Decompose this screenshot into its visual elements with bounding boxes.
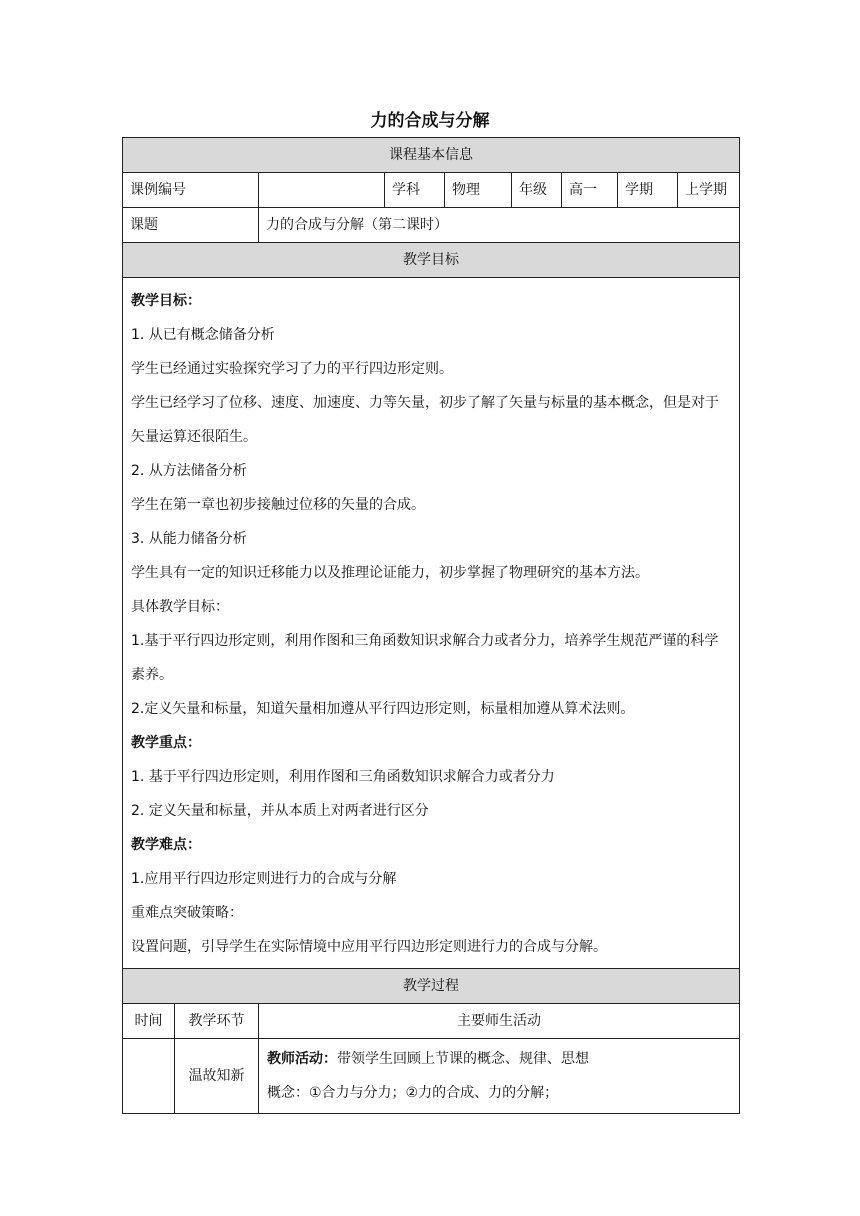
objective-line xyxy=(131,828,731,862)
objective-line xyxy=(131,760,731,794)
teacher-activity-text: 带领学生回顾上节课的概念、规律、思想 xyxy=(337,1051,589,1067)
objective-line-text: 1. 基于平行四边形定则，利用作图和三角函数知识求解合力或者分力 xyxy=(131,769,555,785)
process-row-stage: 温故知新 xyxy=(175,1039,259,1114)
objective-line-text: 2. 定义矢量和标量，并从本质上对两者进行区分 xyxy=(131,803,429,819)
objective-line xyxy=(131,454,731,488)
objective-line-text: 1.应用平行四边形定则进行力的合成与分解 xyxy=(131,871,397,887)
objective-line xyxy=(131,794,731,828)
term-value: 上学期 xyxy=(678,173,740,208)
objective-line-text: 学生已经学习了位移、速度、加速度、力等矢量，初步了解了矢量与标量的基本概念，但是对于矢量运算还很陌生。 xyxy=(131,395,719,445)
objectives-content xyxy=(123,278,740,969)
topic-value: 力的合成与分解（第二课时） xyxy=(259,208,740,243)
objective-line-text: 学生已经通过实验探究学习了力的平行四边形定则。 xyxy=(131,361,453,377)
objective-line-text: 3. 从能力储备分析 xyxy=(131,531,247,547)
subject-label: 学科 xyxy=(385,173,445,208)
objective-line-text: 重难点突破策略： xyxy=(131,905,243,921)
objective-line xyxy=(131,624,731,692)
teacher-activity xyxy=(267,1042,731,1076)
objective-line-text: 1. 从已有概念储备分析 xyxy=(131,327,275,343)
objectives-header: 教学目标 xyxy=(123,243,740,278)
grade-label: 年级 xyxy=(512,173,562,208)
objective-line xyxy=(131,556,731,590)
course-id-value xyxy=(259,173,385,208)
grade-value: 高一 xyxy=(562,173,618,208)
objective-line-heading: 教学目标： xyxy=(131,293,201,309)
objective-line-heading: 教学难点： xyxy=(131,837,201,853)
objective-line-heading: 教学重点： xyxy=(131,735,201,751)
teacher-activity-label: 教师活动： xyxy=(267,1051,337,1067)
objective-line xyxy=(131,488,731,522)
course-id-label: 课例编号 xyxy=(123,173,259,208)
objectives-lines xyxy=(131,284,731,964)
objective-line xyxy=(131,862,731,896)
term-label: 学期 xyxy=(618,173,678,208)
objective-line xyxy=(131,284,731,318)
col-activity-header: 主要师生活动 xyxy=(259,1004,740,1039)
col-time-header: 时间 xyxy=(123,1004,175,1039)
objective-line-text: 设置问题，引导学生在实际情境中应用平行四边形定则进行力的合成与分解。 xyxy=(131,939,607,955)
col-stage-header: 教学环节 xyxy=(175,1004,259,1039)
objective-line-text: 具体教学目标： xyxy=(131,599,229,615)
objective-line xyxy=(131,896,731,930)
objective-line xyxy=(131,318,731,352)
objective-line-text: 学生在第一章也初步接触过位移的矢量的合成。 xyxy=(131,497,425,513)
objective-line xyxy=(131,726,731,760)
subject-value: 物理 xyxy=(445,173,512,208)
concept-line: 概念：①合力与分力；②力的合成、力的分解； xyxy=(267,1085,559,1101)
objective-line xyxy=(131,522,731,556)
objective-line xyxy=(131,590,731,624)
process-header: 教学过程 xyxy=(123,969,740,1004)
objective-line-text: 2. 从方法储备分析 xyxy=(131,463,247,479)
basic-info-header: 课程基本信息 xyxy=(123,138,740,173)
objective-line-text: 1.基于平行四边形定则，利用作图和三角函数知识求解合力或者分力，培养学生规范严谨的科学素养。 xyxy=(131,633,719,683)
objective-line-text: 学生具有一定的知识迁移能力以及推理论证能力，初步掌握了物理研究的基本方法。 xyxy=(131,565,649,581)
objective-line xyxy=(131,386,731,454)
topic-label: 课题 xyxy=(123,208,259,243)
document-title: 力的合成与分解 xyxy=(370,111,490,131)
process-row-activity xyxy=(259,1039,740,1114)
process-row-time xyxy=(123,1039,175,1114)
objective-line-text: 2.定义矢量和标量，知道矢量相加遵从平行四边形定则，标量相加遵从算术法则。 xyxy=(131,701,635,717)
objective-line xyxy=(131,930,731,964)
objective-line xyxy=(131,692,731,726)
objective-line xyxy=(131,352,731,386)
lesson-plan-table xyxy=(122,137,740,1114)
